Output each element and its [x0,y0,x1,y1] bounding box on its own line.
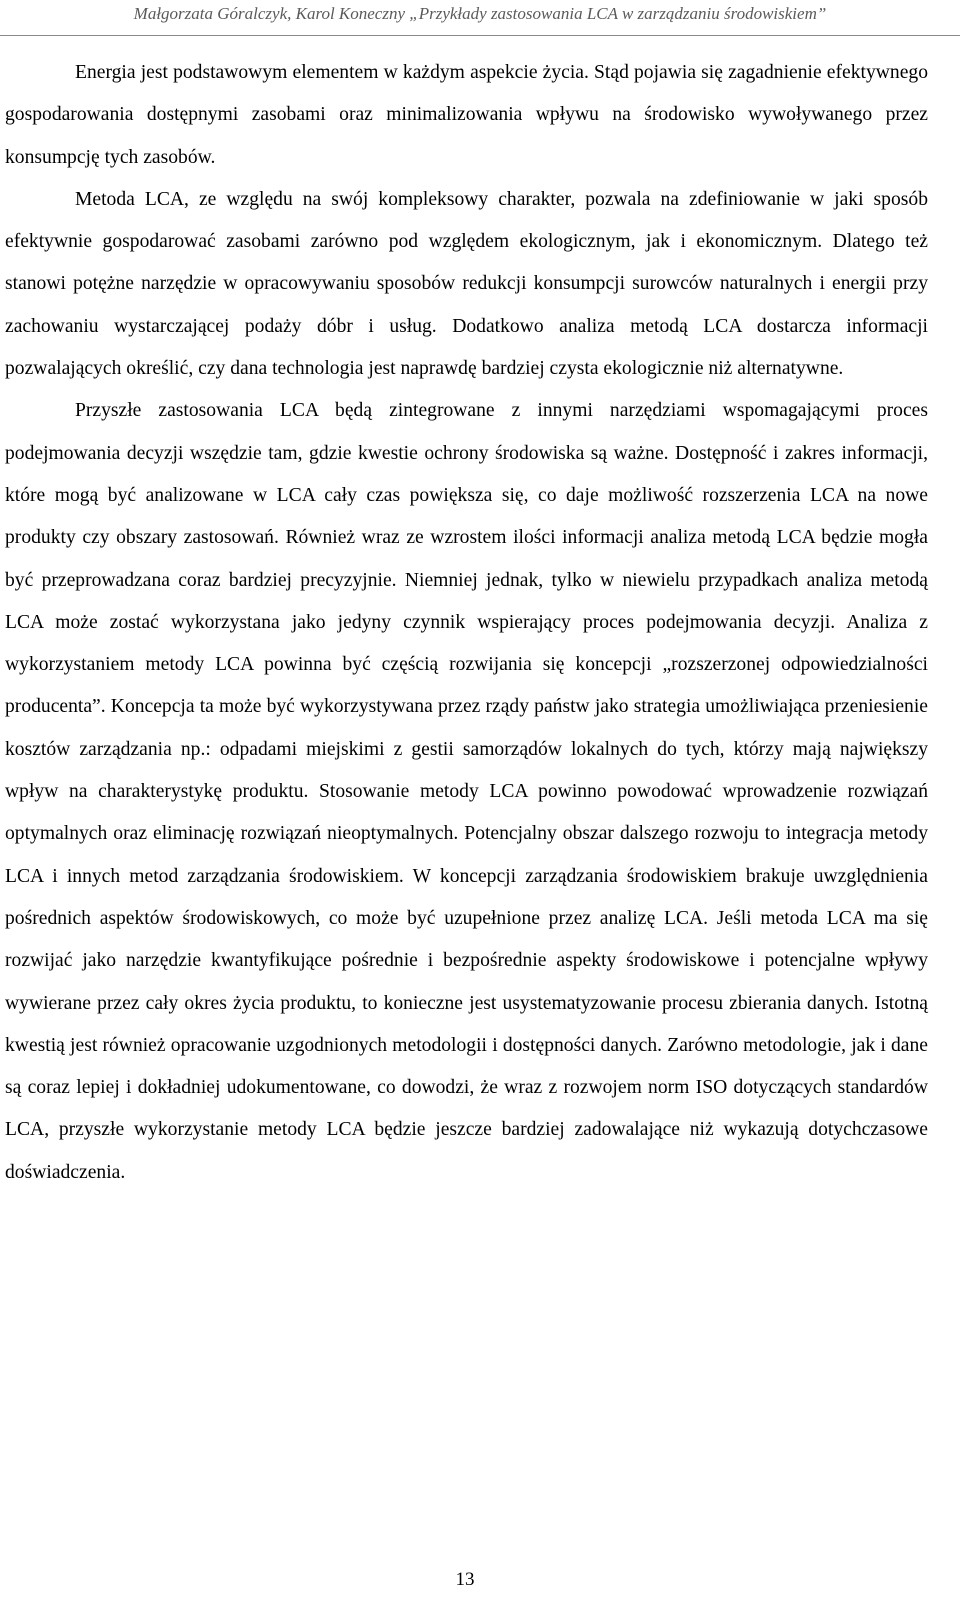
running-header: Małgorzata Góralczyk, Karol Koneczny „Przykłady zastosowania LCA w zarządzaniu środowiskiem” [0,0,960,36]
paragraph-energy: Energia jest podstawowym elementem w każdym aspekcie życia. Stąd pojawia się zagadnienie efektywnego gospodarowania dostępnymi zasobami oraz minimalizowania wpływu na środowisko wywoływanego przez konsumpcję tych zasobów. [5,62,928,168]
paragraph-future-applications: Przyszłe zastosowania LCA będą zintegrowane z innymi narzędziami wspomagającymi proces podejmowania decyzji wszędzie tam, gdzie kwestie ochrony środowiska są ważne. Dostępność i zakres informacji, które mogą być analizowane w LCA cały czas powiększa się, co daje możliwość rozszerzenia LCA na nowe produkty czy obszary zastosowań. Również wraz ze wzrostem ilości informacji analiza metodą LCA będzie mogła być przeprowadzana coraz bardziej precyzyjnie. Niemniej jednak, tylko w niewielu przypadkach analiza metodą LCA może zostać wykorzystana jako jedyny czynnik wspierający proces podejmowania decyzji. Analiza z wykorzystaniem metody LCA powinna być częścią rozwijania się koncepcji „rozszerzonej odpowiedzialności producenta”. Koncepcja ta może być wykorzystywana przez rządy państw jako strategia umożliwiająca przeniesienie kosztów zarządzania np.: odpadami miejskimi z gestii samorządów lokalnych do tych, którzy mają największy wpływ na charakterystykę produktu. Stosowanie metody LCA powinno powodować wprowadzenie rozwiązań optymalnych oraz eliminację rozwiązań nieoptymalnych. Potencjalny obszar dalszego rozwoju to integracja metody LCA i innych metod zarządzania środowiskiem. W koncepcji zarządzania środowiskiem brakuje uwzględnienia pośrednich aspektów środowiskowych, co może być uzupełnione przez analizę LCA. Jeśli metoda LCA ma się rozwijać jako narzędzie kwantyfikujące pośrednie i bezpośrednie aspekty środowiskowe i potencjalne wpływy wywierane przez cały okres życia produktu, to konieczne jest usystematyzowanie procesu zbierania danych. Istotną kwestią jest również opracowanie uzgodnionych metodologii i dostępności danych. Zarówno metodologie, jak i dane są coraz lepiej i dokładniej udokumentowane, co dowodzi, że wraz z rozwojem norm ISO dotyczących standardów LCA, przyszłe wykorzystanie metody LCA będzie jeszcze bardziej zadowalające niż wykazują dotychczasowe doświadczenia. [5,400,928,1183]
body-text [5,52,928,1194]
paragraph-lca-method: Metoda LCA, ze względu na swój kompleksowy charakter, pozwala na zdefiniowanie w jaki sposób efektywnie gospodarować zasobami zarówno pod względem ekologicznym, jak i ekonomicznym. Dlatego też stanowi potężne narzędzie w opracowywaniu sposobów redukcji konsumpcji surowców naturalnych i energii przy zachowaniu wystarczającej podaży dóbr i usług. Dodatkowo analiza metodą LCA dostarcza informacji pozwalających określić, czy dana technologia jest naprawdę bardziej czysta ekologicznie niż alternatywne. [5,188,928,380]
page-number: 13 [455,1569,475,1590]
